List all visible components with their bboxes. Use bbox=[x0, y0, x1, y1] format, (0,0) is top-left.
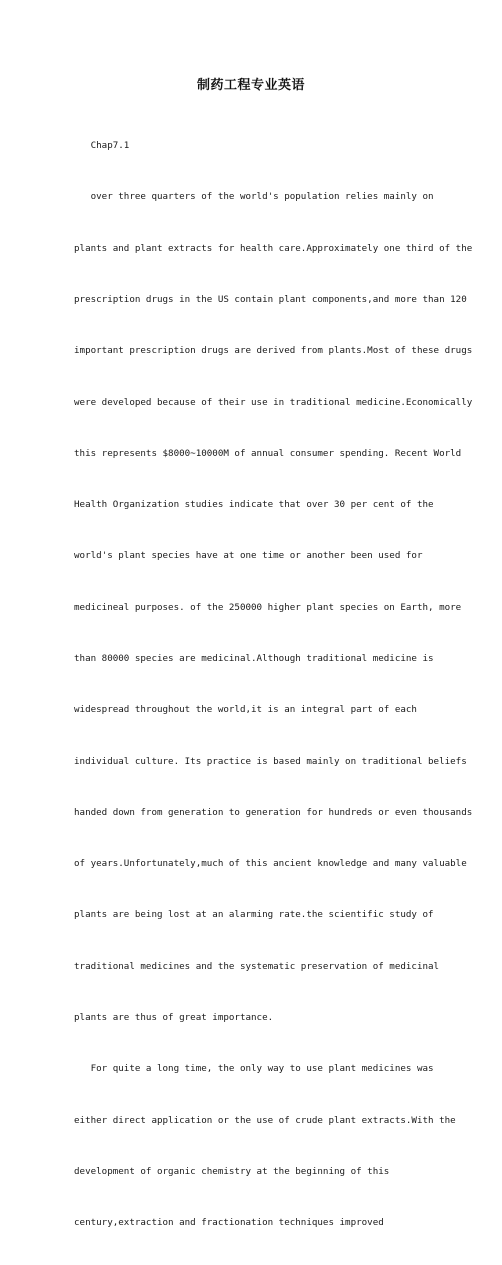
text-line: world's plant species have at one time or another been used for bbox=[74, 550, 423, 562]
text-line: prescription drugs in the US contain plant components,and more than 120 bbox=[74, 294, 467, 306]
text-line: were developed because of their use in traditional medicine.Economically bbox=[74, 396, 473, 408]
text-line: Chap7.1 bbox=[74, 140, 130, 152]
text-line: over three quarters of the world's population relies mainly on bbox=[74, 191, 434, 203]
text-line: century,extraction and fractionation techniques improved bbox=[74, 1217, 384, 1229]
text-line: For quite a long time, the only way to use plant medicines was bbox=[74, 1063, 434, 1075]
text-line: plants and plant extracts for health care.Approximately one third of the bbox=[74, 242, 473, 254]
document-title: 制药工程专业英语 bbox=[196, 78, 305, 93]
text-line: important prescription drugs are derived from plants.Most of these drugs bbox=[74, 345, 473, 357]
text-line: traditional medicines and the systematic preservation of medicinal bbox=[74, 960, 440, 972]
text-line: than 80000 species are medicinal.Although traditional medicine is bbox=[74, 653, 434, 664]
text-line: development of organic chemistry at the beginning of this bbox=[74, 1165, 390, 1177]
text-line: plants are thus of great importance. bbox=[74, 1011, 274, 1023]
text-line: this represents $8000~10000M of annual consumer spending. Recent World bbox=[74, 447, 462, 459]
text-line: plants are being lost at an alarming rate.the scientific study of bbox=[74, 909, 434, 921]
text-line: either direct application or the use of crude plant extracts.With the bbox=[74, 1114, 456, 1126]
text-line: individual culture. Its practice is based mainly on traditional beliefs bbox=[74, 755, 467, 767]
text-line: medicineal purposes. of the 250000 higher plant species on Earth, more bbox=[74, 601, 462, 613]
text-line: Health Organization studies indicate that over 30 per cent of the bbox=[74, 499, 434, 511]
text-line: of years.Unfortunately,much of this ancient knowledge and many valuable bbox=[74, 858, 467, 870]
document-body bbox=[74, 103, 473, 1265]
text-line: widespread throughout the world,it is an integral part of each bbox=[74, 704, 417, 716]
text-line: handed down from generation to generation for hundreds or even thousands bbox=[74, 806, 473, 818]
